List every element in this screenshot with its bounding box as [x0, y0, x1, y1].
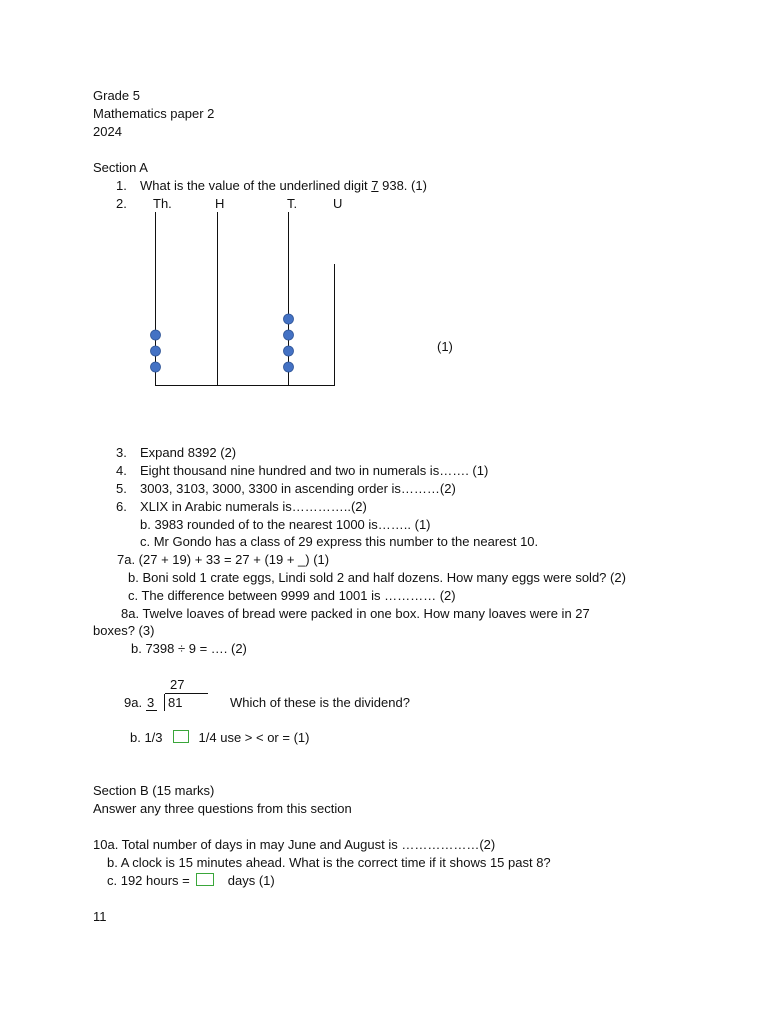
question-8a: 8a. Twelve loaves of bread were packed in one box. How many loaves were in 27	[121, 606, 590, 621]
question-number: 5.	[116, 481, 127, 496]
section-a-title: Section A	[93, 160, 148, 175]
paper-title: Mathematics paper 2	[93, 106, 215, 121]
section-b-instruction: Answer any three questions from this section	[93, 801, 352, 816]
question-text: XLIX in Arabic numerals is…………..(2)	[140, 499, 367, 514]
question-text-end: 1/4 use > < or = (1)	[198, 730, 310, 745]
question-number: 3.	[116, 445, 127, 460]
underlined-digit: 7	[371, 178, 379, 193]
abacus-bead-tens	[284, 346, 294, 356]
abacus-bead-tens	[284, 314, 294, 324]
question-text-end: days (1)	[227, 873, 275, 888]
question-text: c. 192 hours =	[107, 873, 190, 888]
question-4	[116, 463, 488, 479]
question-text-end: 938. (1)	[378, 178, 427, 193]
abacus-bead-thousands	[151, 346, 161, 356]
question-7a: 7a. (27 + 19) + 33 = 27 + (19 + _) (1)	[117, 552, 330, 567]
question-text: b. 1/3	[130, 730, 163, 745]
question-10a: 10a. Total number of days in may June and August is ………………(2)	[93, 837, 496, 852]
question-9b	[130, 730, 309, 746]
divisor-underline	[146, 710, 157, 711]
abacus-label-hundreds: H	[215, 196, 225, 211]
question-10b: b. A clock is 15 minutes ahead. What is the correct time if it shows 15 past 8?	[107, 855, 551, 870]
question-9a-label: 9a.	[124, 695, 143, 710]
division-dividend: 81	[168, 695, 183, 710]
grade-label: Grade 5	[93, 88, 140, 103]
question-number: 6.	[116, 499, 127, 514]
question-7b: b. Boni sold 1 crate eggs, Lindi sold 2 and half dozens. How many eggs were sold? (2)	[128, 570, 626, 585]
question-text: Eight thousand nine hundred and two in numerals is……. (1)	[140, 463, 489, 478]
division-bracket	[164, 694, 165, 711]
question-text: What is the value of the underlined digit	[140, 178, 372, 193]
question-6b: b. 3983 rounded of to the nearest 1000 is…….. (1)	[140, 517, 431, 532]
question-2-number: 2.	[116, 196, 127, 211]
question-number: 4.	[116, 463, 127, 478]
division-bar	[165, 693, 208, 694]
abacus-bead-tens	[284, 330, 294, 340]
question-2-marks: (1)	[437, 339, 453, 354]
question-8a-continued: boxes? (3)	[93, 623, 155, 638]
question-3	[116, 445, 236, 461]
question-text: 3003, 3103, 3000, 3300 in ascending order is………(2)	[140, 481, 456, 496]
question-1	[116, 178, 427, 194]
question-number: 1.	[116, 178, 127, 193]
division-quotient: 27	[170, 677, 185, 692]
answer-box[interactable]	[196, 873, 214, 886]
abacus-bead-tens	[284, 362, 294, 372]
question-5	[116, 481, 456, 497]
question-11-number: 11	[93, 909, 107, 924]
abacus-label-units: U	[333, 196, 343, 211]
section-b-title: Section B (15 marks)	[93, 783, 215, 798]
question-7c: c. The difference between 9999 and 1001 is ………… (2)	[128, 588, 456, 603]
question-6c: c. Mr Gondo has a class of 29 express this number to the nearest 10.	[140, 534, 539, 549]
question-text: Expand 8392 (2)	[140, 445, 237, 460]
abacus-diagram	[140, 212, 350, 392]
question-8b: b. 7398 ÷ 9 = …. (2)	[131, 641, 247, 656]
abacus-label-thousands: Th.	[153, 196, 172, 211]
division-divisor: 3	[147, 695, 155, 710]
answer-box[interactable]	[173, 730, 189, 743]
question-6	[116, 499, 367, 515]
abacus-bead-thousands	[151, 362, 161, 372]
abacus-label-tens: T.	[287, 196, 298, 211]
year-label: 2024	[93, 124, 122, 139]
question-10c	[107, 873, 275, 889]
abacus-bead-thousands	[151, 330, 161, 340]
question-9a-text: Which of these is the dividend?	[230, 695, 410, 710]
